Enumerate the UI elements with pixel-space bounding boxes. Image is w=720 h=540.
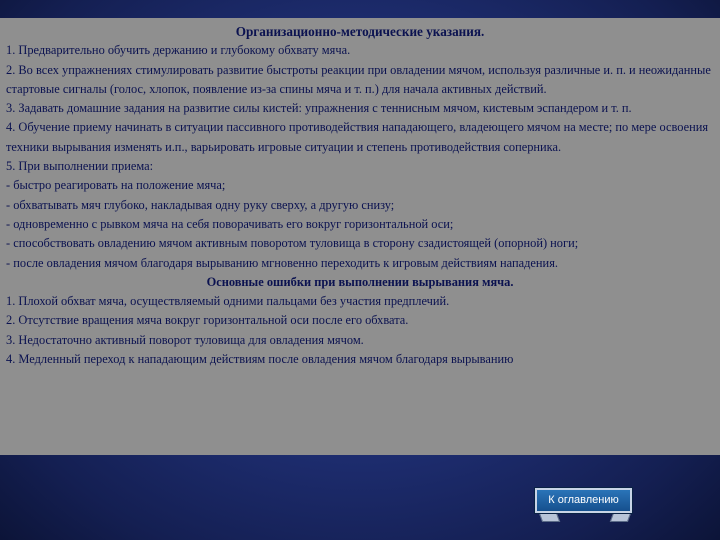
- instruction-line: 2. Во всех упражнениях стимулировать развитие быстроты реакции при овладении мячом, используя различные и. п. и неожиданные стартовые сигналы (голос, хлопок, появление из-за спины мяча и т. п.) для начала активных действий.: [6, 62, 711, 96]
- instruction-line: - быстро реагировать на положение мяча;: [6, 178, 226, 193]
- instruction-line: - способствовать овладению мячом активным поворотом туловища в сторону сзадистоящей (опорной) ноги;: [6, 236, 579, 251]
- instruction-line: 4. Обучение приему начинать в ситуации пассивного противодействия нападающего, владеющего мячом на месте; по мере освоения техники вырывания изменять и.п., варьировать игровые ситуации и степень противодействия соперника.: [6, 120, 709, 154]
- error-line: 3. Недостаточно активный поворот туловища для овладения мячом.: [6, 332, 364, 347]
- instruction-line: 1. Предварительно обучить держанию и глубокому обхвату мяча.: [6, 43, 351, 58]
- error-line: 4. Медленный переход к нападающим действиям после овладения мячом благодаря вырыванию: [6, 352, 514, 367]
- instruction-line: - одновременно с рывком мяча на себя поворачивать его вокруг горизонтальной оси;: [6, 216, 454, 231]
- errors-heading: Основные ошибки при выполнении вырывания мяча.: [206, 274, 514, 289]
- instruction-line: 5. При выполнении приема:: [6, 159, 154, 174]
- error-line: 1. Плохой обхват мяча, осуществляемый одними пальцами без участия предплечий.: [6, 294, 450, 309]
- table-of-contents-button[interactable]: К оглавлению: [535, 488, 632, 513]
- instruction-line: - обхватывать мяч глубоко, накладывая одну руку сверху, а другую снизу;: [6, 197, 395, 212]
- instruction-line: - после овладения мячом благодаря вырыванию мгновенно переходить к игровым действиям нападения.: [6, 255, 558, 270]
- error-line: 2. Отсутствие вращения мяча вокруг горизонтальной оси после его обхвата.: [6, 313, 409, 328]
- instruction-line: 3. Задавать домашние задания на развитие силы кистей: упражнения с теннисным мячом, кистевым эспандером и т. п.: [6, 101, 632, 116]
- page-title: Организационно-методические указания.: [235, 24, 485, 39]
- document-body: [6, 22, 714, 369]
